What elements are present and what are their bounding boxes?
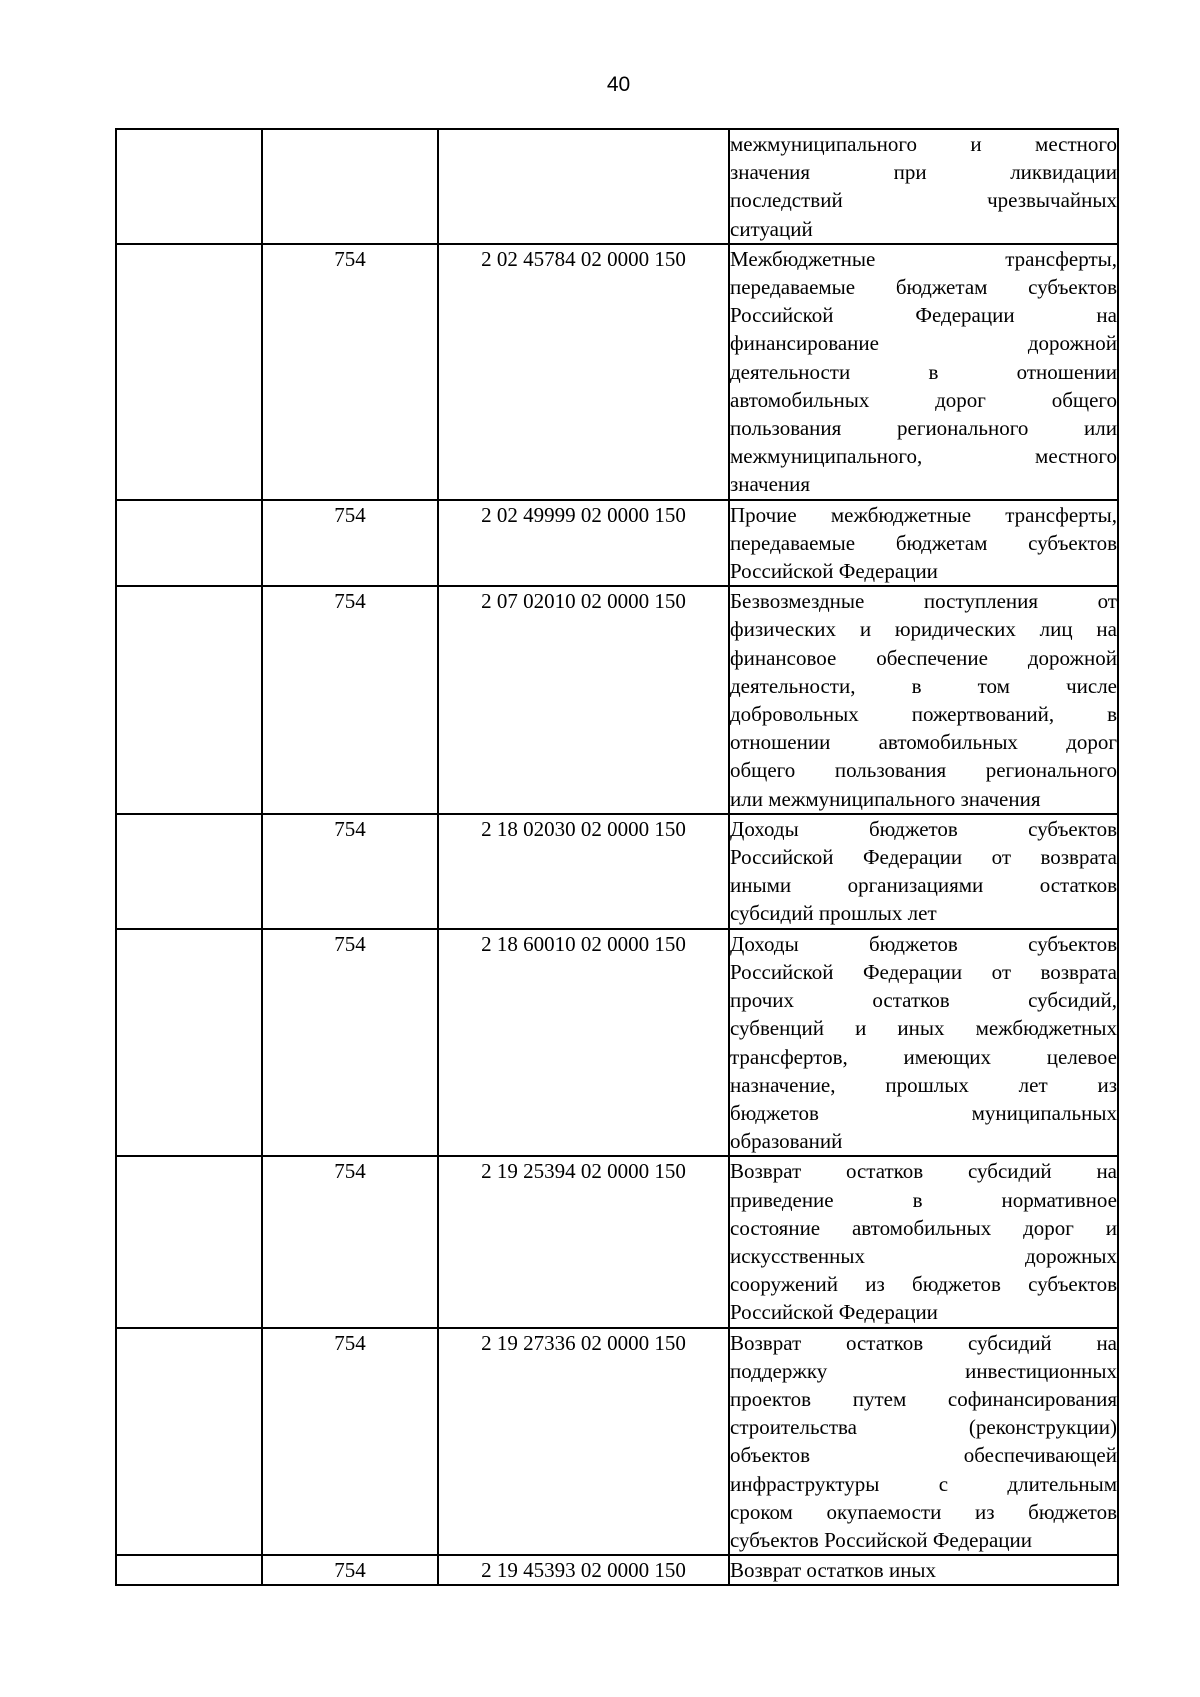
cell-col1 — [116, 929, 262, 1157]
cell-kbk-code: 2 19 45393 02 0000 150 — [438, 1555, 729, 1585]
cell-col1 — [116, 1328, 262, 1556]
description-line: Возврат остатков субсидий на — [730, 1330, 1117, 1355]
description-line: Доходы бюджетов субъектов — [730, 816, 1117, 841]
description-line: Возврат остатков иных — [730, 1558, 937, 1583]
table-row — [116, 244, 1118, 500]
table-row — [116, 129, 1118, 244]
cell-description — [729, 1156, 1118, 1327]
description-line: отношении автомобильных дорог — [730, 730, 1117, 755]
cell-description — [729, 1555, 1118, 1585]
description-line: приведение в нормативное — [730, 1187, 1117, 1212]
description-line: межмуниципального, местного — [730, 444, 1117, 469]
description-line: объектов обеспечивающей — [730, 1443, 1117, 1468]
cell-admin-code: 754 — [262, 1156, 438, 1327]
description-line: Российской Федерации — [730, 1300, 938, 1325]
description-line: Российской Федерации от возврата — [730, 959, 1117, 984]
description-line: Межбюджетные трансферты, — [730, 246, 1117, 271]
description-line: бюджетов муниципальных — [730, 1100, 1117, 1125]
cell-kbk-code: 2 18 02030 02 0000 150 — [438, 814, 729, 929]
description-line: иными организациями остатков — [730, 873, 1117, 898]
description-line: субъектов Российской Федерации — [730, 1527, 1033, 1552]
table-row — [116, 586, 1118, 814]
description-line: физических и юридических лиц на — [730, 617, 1117, 642]
cell-description — [729, 586, 1118, 814]
cell-kbk-code: 2 02 45784 02 0000 150 — [438, 244, 729, 500]
description-line: образований — [730, 1129, 843, 1154]
description-line: сооружений из бюджетов субъектов — [730, 1272, 1117, 1297]
description-line: назначение, прошлых лет из — [730, 1072, 1117, 1097]
cell-admin-code: 754 — [262, 929, 438, 1157]
description-line: Безвозмездные поступления от — [730, 589, 1117, 614]
description-line: ситуаций — [730, 216, 813, 241]
description-line: добровольных пожертвований, в — [730, 702, 1117, 727]
description-line: Доходы бюджетов субъектов — [730, 931, 1117, 956]
cell-description — [729, 814, 1118, 929]
table-row — [116, 1328, 1118, 1556]
page-number: 40 — [606, 73, 631, 96]
description-line: деятельности, в том числе — [730, 673, 1117, 698]
cell-kbk-code — [438, 129, 729, 244]
cell-description — [729, 1328, 1118, 1556]
cell-admin-code — [262, 129, 438, 244]
description-line: общего пользования регионального — [730, 758, 1117, 783]
cell-kbk-code: 2 18 60010 02 0000 150 — [438, 929, 729, 1157]
cell-description — [729, 244, 1118, 500]
budget-codes-table — [115, 128, 1119, 1586]
cell-kbk-code: 2 19 27336 02 0000 150 — [438, 1328, 729, 1556]
table-body — [116, 129, 1118, 1585]
cell-kbk-code: 2 02 49999 02 0000 150 — [438, 500, 729, 587]
cell-kbk-code: 2 19 25394 02 0000 150 — [438, 1156, 729, 1327]
table-row — [116, 500, 1118, 587]
description-line: или межмуниципального значения — [730, 786, 1041, 811]
cell-description — [729, 929, 1118, 1157]
cell-admin-code: 754 — [262, 500, 438, 587]
description-line: деятельности в отношении — [730, 359, 1117, 384]
cell-description — [729, 500, 1118, 587]
description-line: передаваемые бюджетам субъектов — [730, 530, 1117, 555]
description-line: финансирование дорожной — [730, 331, 1117, 356]
description-line: значения при ликвидации — [730, 160, 1117, 185]
description-line: строительства (реконструкции) — [730, 1415, 1117, 1440]
cell-admin-code: 754 — [262, 1555, 438, 1585]
table-row — [116, 814, 1118, 929]
description-line: сроком окупаемости из бюджетов — [730, 1499, 1117, 1524]
description-line: Российской Федерации от возврата — [730, 845, 1117, 870]
table-row — [116, 1555, 1118, 1585]
cell-admin-code: 754 — [262, 586, 438, 814]
description-line: проектов путем софинансирования — [730, 1386, 1117, 1411]
description-line: Возврат остатков субсидий на — [730, 1159, 1117, 1184]
cell-col1 — [116, 586, 262, 814]
table-row — [116, 1156, 1118, 1327]
cell-col1 — [116, 244, 262, 500]
cell-kbk-code: 2 07 02010 02 0000 150 — [438, 586, 729, 814]
description-line: поддержку инвестиционных — [730, 1358, 1117, 1383]
description-line: пользования регионального или — [730, 416, 1117, 441]
cell-col1 — [116, 129, 262, 244]
description-line: искусственных дорожных — [730, 1243, 1117, 1268]
cell-col1 — [116, 814, 262, 929]
description-line: Прочие межбюджетные трансферты, — [730, 502, 1117, 527]
cell-col1 — [116, 500, 262, 587]
description-line: автомобильных дорог общего — [730, 387, 1117, 412]
description-line: значения — [730, 472, 811, 497]
description-line: Российской Федерации — [730, 559, 938, 584]
cell-admin-code: 754 — [262, 1328, 438, 1556]
cell-admin-code: 754 — [262, 814, 438, 929]
cell-col1 — [116, 1555, 262, 1585]
description-line: субвенций и иных межбюджетных — [730, 1016, 1117, 1041]
description-line: субсидий прошлых лет — [730, 901, 937, 926]
description-line: передаваемые бюджетам субъектов — [730, 275, 1117, 300]
description-line: состояние автомобильных дорог и — [730, 1215, 1117, 1240]
description-line: трансфертов, имеющих целевое — [730, 1044, 1117, 1069]
description-line: межмуниципального и местного — [730, 132, 1117, 156]
cell-col1 — [116, 1156, 262, 1327]
description-line: Российской Федерации на — [730, 303, 1117, 328]
cell-admin-code: 754 — [262, 244, 438, 500]
description-line: финансовое обеспечение дорожной — [730, 645, 1117, 670]
description-line: последствий чрезвычайных — [730, 188, 1117, 213]
table-row — [116, 929, 1118, 1157]
cell-description — [729, 129, 1118, 244]
description-line: прочих остатков субсидий, — [730, 988, 1117, 1013]
description-line: инфраструктуры с длительным — [730, 1471, 1117, 1496]
